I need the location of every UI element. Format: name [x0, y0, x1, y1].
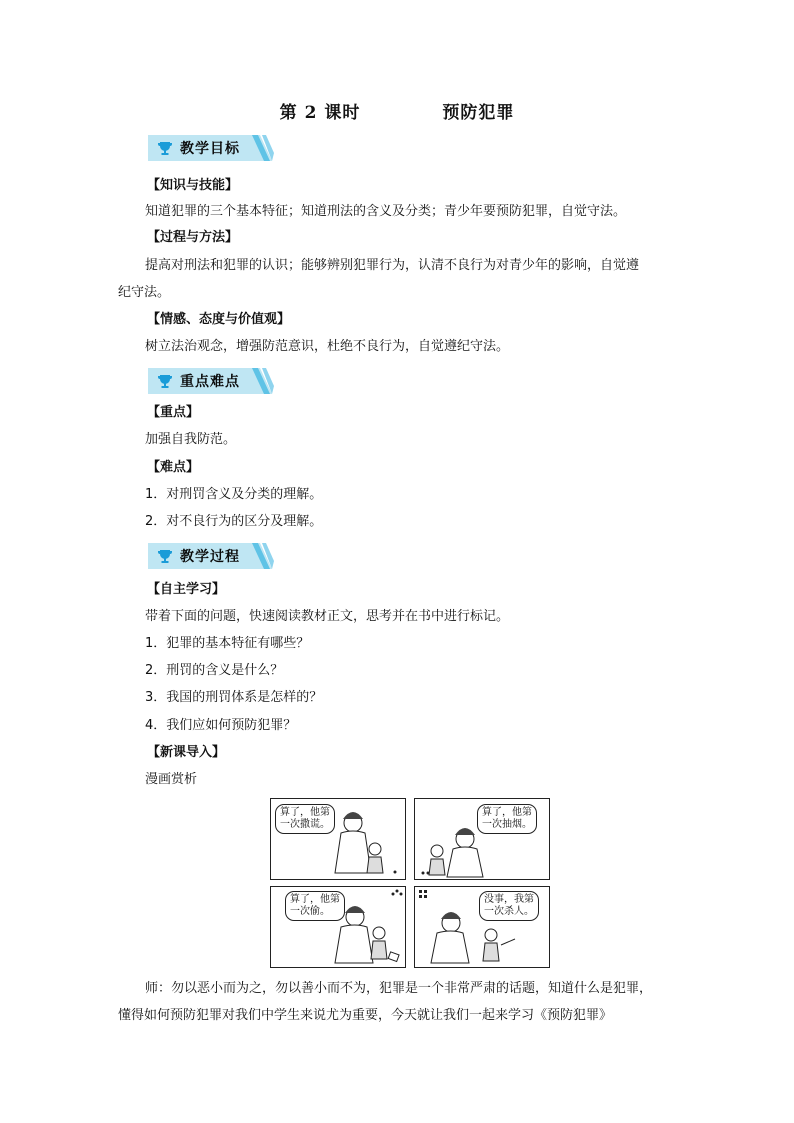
- trophy-icon: [157, 373, 173, 389]
- emotion-text: 树立法治观念，增强防范意识，杜绝不良行为，自觉遵纪守法。: [145, 339, 510, 354]
- focus-label: 【重点】: [147, 405, 200, 420]
- section-header-label: 教学目标: [180, 141, 240, 157]
- section-header-process: [148, 543, 274, 569]
- comic-panel-2: [414, 798, 550, 880]
- self-study-label: 【自主学习】: [147, 582, 226, 597]
- question-3: 3．我国的刑罚体系是怎样的？: [145, 690, 323, 705]
- question-1: 1．犯罪的基本特征有哪些？: [145, 636, 310, 651]
- knowledge-label: 【知识与技能】: [147, 178, 239, 193]
- comic-panel-3: [270, 886, 406, 968]
- trophy-icon: [157, 140, 173, 156]
- process-method-text: 提高对刑法和犯罪的认识；能够辨别犯罪行为，认清不良行为对青少年的影响，自觉遵: [145, 258, 640, 273]
- difficult-item-1: 1．对刑罚含义及分类的理解。: [145, 487, 323, 502]
- self-study-intro: 带着下面的问题，快速阅读教材正文，思考并在书中进行标记。: [145, 609, 510, 624]
- lesson-topic: 预防犯罪: [442, 103, 515, 123]
- comic-panel-1: [270, 798, 406, 880]
- comic-drawing: [415, 887, 550, 968]
- speech-bubble: 算了，他第 一次抽烟。: [477, 804, 537, 834]
- section-header-goals: [148, 135, 274, 161]
- emotion-label: 【情感、态度与价值观】: [147, 312, 291, 327]
- section-header-key: [148, 368, 274, 394]
- comic-strip: [270, 798, 550, 970]
- comic-panel-4: [414, 886, 550, 968]
- comic-label: 漫画赏析: [145, 772, 198, 787]
- process-method-label: 【过程与方法】: [147, 230, 239, 245]
- comic-drawing: [271, 887, 406, 968]
- comic-drawing: [415, 799, 550, 880]
- new-lesson-label: 【新课导入】: [147, 745, 226, 760]
- difficult-item-2: 2．对不良行为的区分及理解。: [145, 514, 323, 529]
- teacher-text-1: 师：勿以恶小而为之，勿以善小而不为，犯罪是一个非常严肃的话题，知道什么是犯罪，: [145, 981, 653, 996]
- teacher-text-2: 懂得如何预防犯罪对我们中学生来说尤为重要，今天就让我们一起来学习《预防犯罪》: [118, 1008, 613, 1023]
- speech-bubble: 没事，我第 一次杀人。: [479, 891, 539, 921]
- knowledge-text: 知道犯罪的三个基本特征；知道刑法的含义及分类；青少年要预防犯罪，自觉守法。: [145, 204, 627, 219]
- difficult-label: 【难点】: [147, 460, 200, 475]
- section-header-label: 教学过程: [180, 549, 240, 565]
- trophy-icon: [157, 548, 173, 564]
- lesson-number: 第 2 课时: [279, 103, 361, 123]
- section-header-label: 重点难点: [180, 374, 240, 390]
- question-2: 2．刑罚的含义是什么？: [145, 663, 284, 678]
- process-method-text-cont: 纪守法。: [118, 285, 171, 300]
- speech-bubble: 算了，他第 一次撒谎。: [275, 804, 335, 834]
- page-title: [0, 98, 794, 123]
- focus-text: 加强自我防范。: [145, 432, 237, 447]
- comic-drawing: [271, 799, 406, 880]
- speech-bubble: 算了，他第 一次偷。: [285, 891, 345, 921]
- question-4: 4．我们应如何预防犯罪？: [145, 718, 297, 733]
